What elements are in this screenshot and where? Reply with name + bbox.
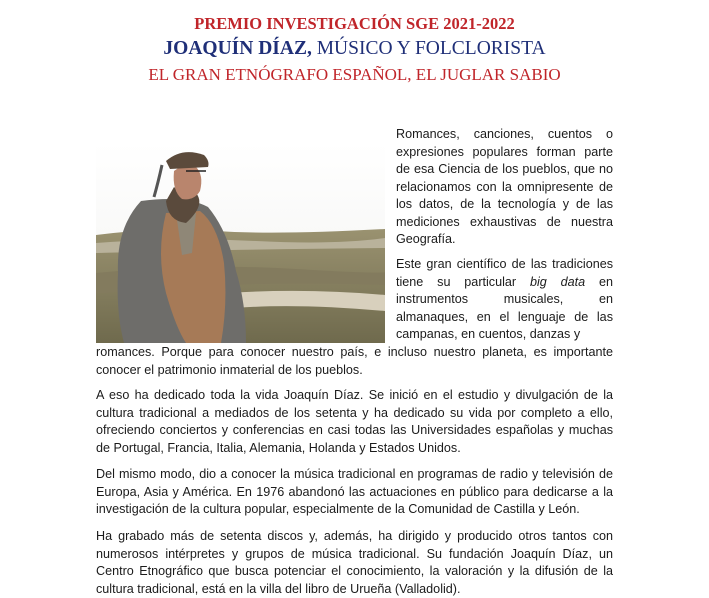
big-data-term: big data xyxy=(529,274,586,289)
paragraph-2-continuation: romances. Porque para conocer nuestro país, e incluso nuestro planeta, es importante conocer el patrimonio inmaterial de los pueblos. xyxy=(96,345,613,377)
paragraph-5: Ha grabado más de setenta discos y, además, ha dirigido y producido otros tantos con numerosos intérpretes y grupos de música tradicional. Su fundación Joaquín Díaz, un Centro Etnográfico que busca potenciar el conocimiento, la valoración y la difusión de la cultura tradicional, está en la villa del libro de Urueña (Valladolid). xyxy=(96,529,613,596)
paragraph-2 xyxy=(396,256,613,344)
person-role: MÚSICO Y FOLCLORISTA xyxy=(311,38,546,59)
award-title: PREMIO INVESTIGACIÓN SGE 2021-2022 xyxy=(194,14,515,33)
paragraph-2-start: Este gran científico de las tradiciones tiene su particular xyxy=(396,257,613,289)
paragraph-4: Del mismo modo, dio a conocer la música tradicional en programas de radio y televisión de Europa, Asia y América. En 1976 abandonó las actuaciones en público para dedicarse a la investigación de la cultura popular, especialmente de la Comunidad de Castilla y León. xyxy=(96,467,613,516)
portrait-illustration xyxy=(96,143,385,343)
paragraph-1: Romances, canciones, cuentos o expresiones populares forman parte de esa Ciencia de los pueblos, que no relacionamos con la omnipresente de los datos, de la tecnología y de las mediciones exhaustivas de nuestra Geografía. xyxy=(396,127,613,246)
article-title xyxy=(0,38,709,60)
paragraph-3: A eso ha dedicado toda la vida Joaquín Díaz. Se inició en el estudio y divulgación de la cultura tradicional a mediados de los setenta y ha dedicado su vida por completo a ello, ofreciendo conciertos y conferencias en casi todas las Universidades españolas y muchas de Portugal, Francia, Italia, Alemania, Holanda y Estados Unidos. xyxy=(96,388,613,455)
paragraph-2-end: en instrumentos musicales, en almanaques, en el lenguaje de las campanas, en cuentos, danzas y xyxy=(396,274,613,341)
article-subtitle: EL GRAN ETNÓGRAFO ESPAÑOL, EL JUGLAR SABIO xyxy=(148,65,561,84)
person-name: JOAQUÍN DÍAZ, xyxy=(163,38,312,59)
portrait-photo xyxy=(96,143,385,343)
